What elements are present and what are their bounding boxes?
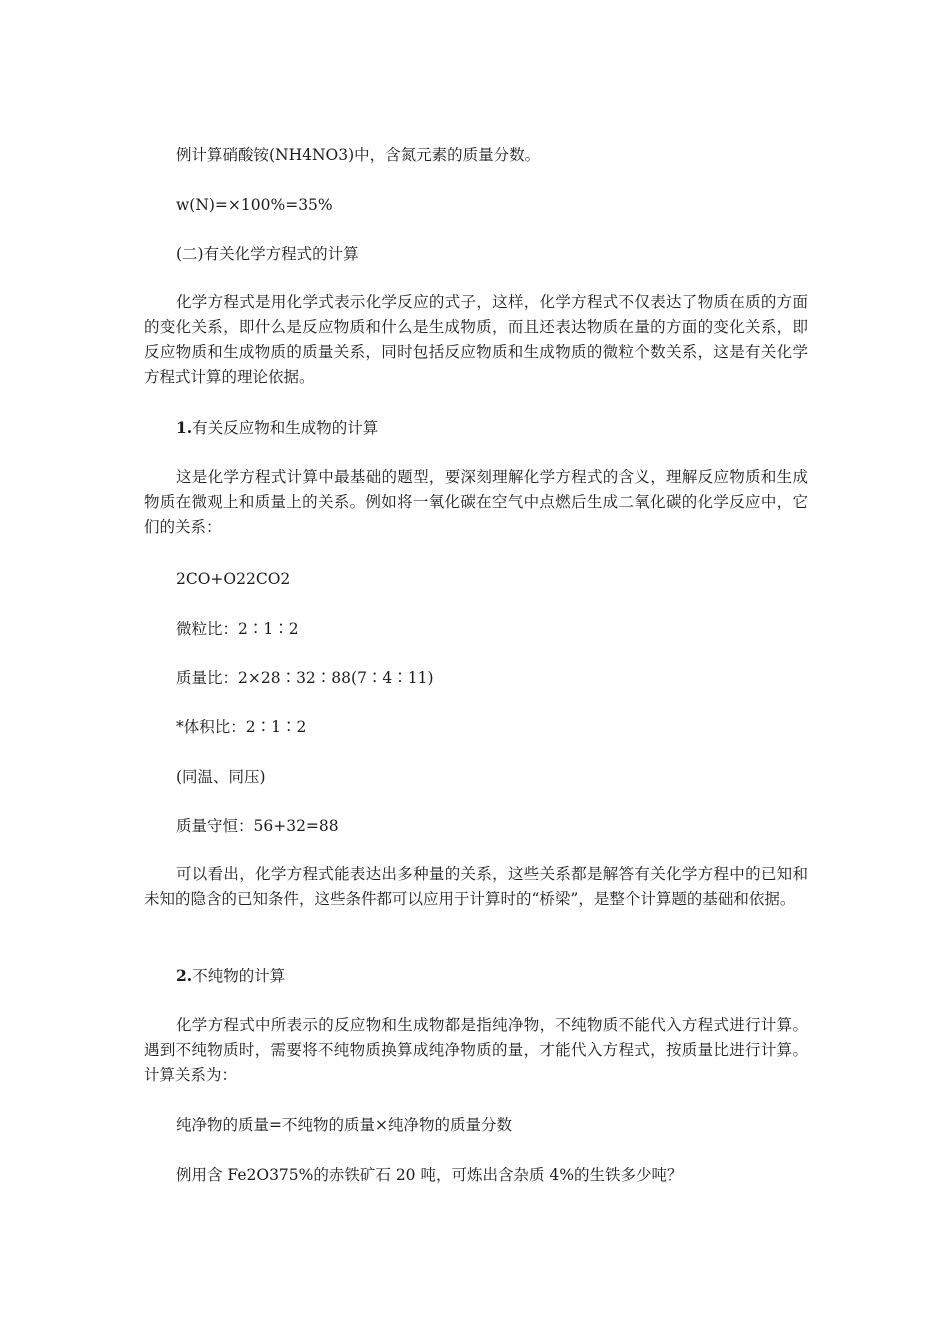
reaction-equation: 2CO+O22CO2	[176, 570, 291, 588]
volume-ratio-condition: (同温、同压)	[176, 768, 266, 786]
paragraph-section1: 这是化学方程式计算中最基础的题型，要深刻理解化学方程式的含义，理解反应物质和生成物质在微观上和质量上的关系。例如将一氧化碳在空气中点燃后生成二氧化碳的化学反应中，它们的关系：	[144, 468, 808, 536]
paragraph-section2: 化学方程式中所表示的反应物和生成物都是指纯净物，不纯物质不能代入方程式进行计算。遇到不纯物质时，需要将不纯物质换算成纯净物质的量，才能代入方程式，按质量比进行计算。计算关系为：	[144, 1016, 808, 1084]
mass-conservation: 质量守恒：56+32=88	[176, 817, 339, 835]
subsection-title: 不纯物的计算	[192, 967, 286, 985]
subsection-heading-1	[176, 418, 378, 438]
paragraph-equation-intro: 化学方程式是用化学式表示化学反应的式子，这样，化学方程式不仅表达了物质在质的方面的变化关系，即什么是反应物质和什么是生成物质，而且还表达物质在量的方面的变化关系，即反应物质和生成物质的质量关系，同时包括反应物质和生成物质的微粒个数关系，这是有关化学方程式计算的理论依据。	[144, 293, 808, 386]
example-iron-ore: 例用含 Fe2O375%的赤铁矿石 20 吨，可炼出含杂质 4%的生铁多少吨？	[176, 1166, 683, 1184]
nitrogen-fraction-formula: w(N)=×100%=35%	[176, 196, 333, 214]
subsection-number: 1.	[176, 418, 193, 437]
mass-ratio: 质量比：2×28∶32∶88(7∶4∶11)	[176, 669, 434, 687]
subsection-heading-2	[176, 966, 285, 986]
particle-ratio: 微粒比：2∶1∶2	[176, 620, 299, 638]
subsection-title: 有关反应物和生成物的计算	[192, 419, 379, 437]
section-heading-equation-calculation: (二)有关化学方程式的计算	[176, 245, 359, 263]
subsection-number: 2.	[176, 966, 193, 985]
example-nitrogen-fraction: 例计算硝酸铵(NH4NO3)中，含氮元素的质量分数。	[176, 146, 541, 164]
volume-ratio: *体积比：2∶1∶2	[176, 718, 307, 736]
paragraph-bridge: 可以看出，化学方程式能表达出多种量的关系，这些关系都是解答有关化学方程中的已知和未知的隐含的已知条件，这些条件都可以应用于计算时的“桥梁”，是整个计算题的基础和依据。	[144, 865, 808, 908]
purity-formula: 纯净物的质量=不纯物的质量×纯净物的质量分数	[176, 1116, 512, 1134]
